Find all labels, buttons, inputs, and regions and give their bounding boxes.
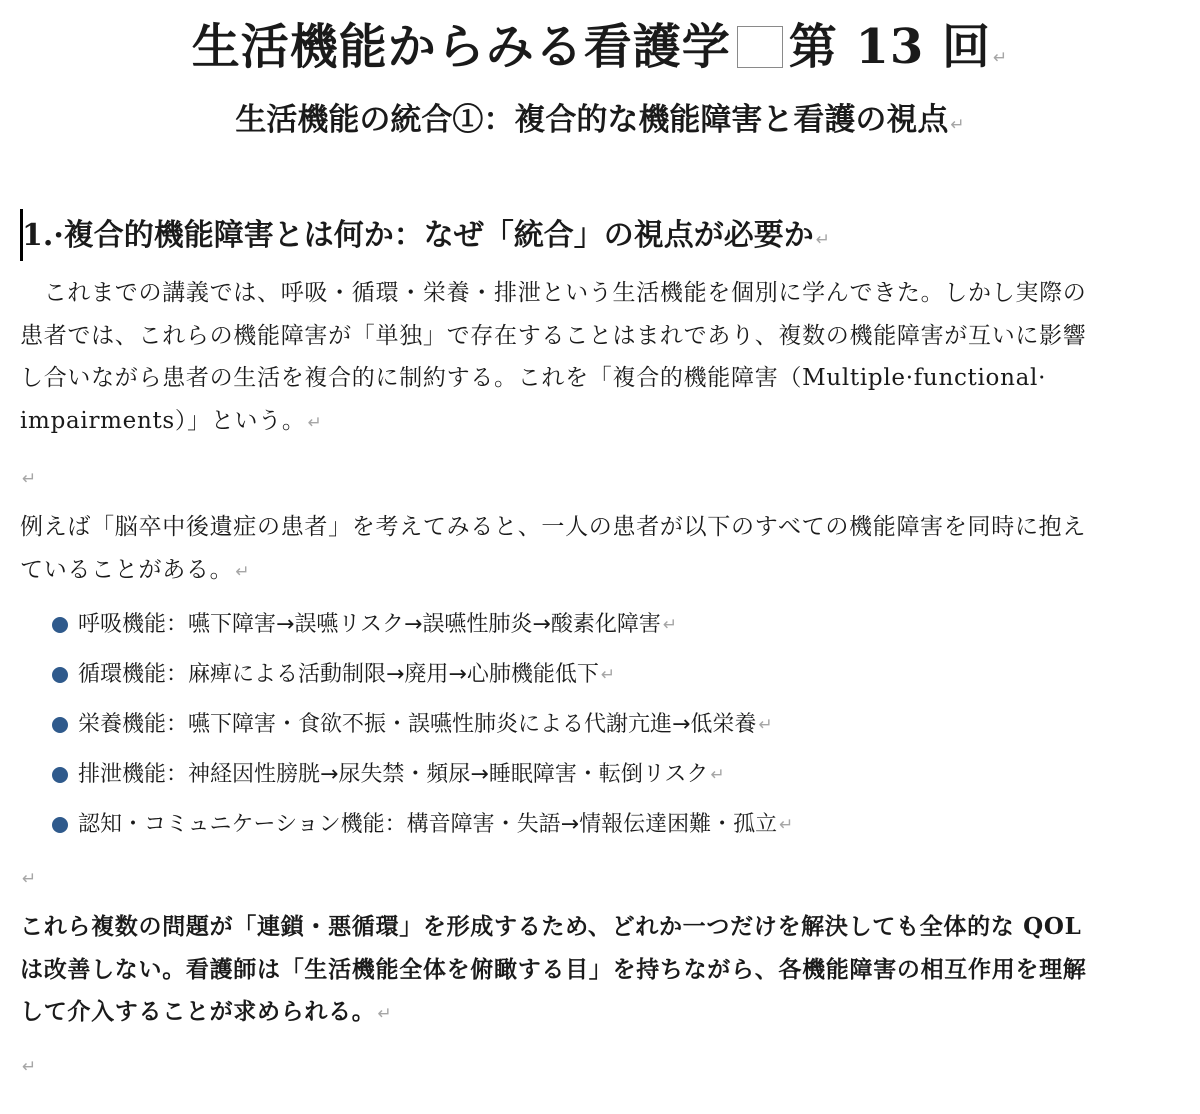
document-subtitle: [0, 94, 1200, 151]
paragraph-line: 患者では、これらの機能障害が「単独」で存在することはまれであり、複数の機能障害が互いに影響: [20, 322, 1087, 349]
list-item[interactable]: [52, 806, 793, 856]
list-item[interactable]: [52, 756, 793, 806]
paragraph-example[interactable]: [20, 506, 1170, 591]
paragraph-mark-icon: ↵: [307, 412, 323, 433]
paragraph-mark-icon: ↵: [950, 115, 965, 135]
subtitle-text: 生活機能の統合①：複合的な機能障害と看護の視点: [235, 102, 949, 138]
paragraph-mark-icon: ↵: [758, 715, 773, 735]
paragraph-mark-icon: ↵: [710, 765, 725, 785]
paragraph-mark-icon: ↵: [600, 665, 616, 685]
paragraph-conclusion[interactable]: [20, 906, 1170, 1034]
paragraph-mark-icon: ↵: [662, 615, 678, 635]
paragraph-line: は改善しない。看護師は「生活機能全体を俯瞰する目」を持ちながら、各機能障害の相互作用を理解: [20, 955, 1087, 983]
document-title: [0, 14, 1200, 91]
bullet-dot-icon: [52, 817, 68, 833]
paragraph-mark-icon: ↵: [22, 1057, 37, 1077]
paragraph-line: し合いながら患者の生活を複合的に制約する。これを「複合的機能障害（Multiple·functional·: [20, 365, 1047, 391]
paragraph-line: 例えば「脳卒中後遺症の患者」を考えてみると、一人の患者が以下のすべての機能障害を同時に抱え: [20, 514, 1087, 540]
list-item-text: 栄養機能：嚥下障害・食欲不振・誤嚥性肺炎による代謝亢進→低栄養: [78, 712, 757, 737]
list-item[interactable]: [52, 706, 793, 756]
empty-paragraph[interactable]: [20, 862, 36, 894]
section-heading[interactable]: [22, 210, 830, 266]
paragraph-mark-icon: ↵: [993, 48, 1009, 68]
paragraph-mark-icon: ↵: [377, 1004, 393, 1024]
list-item-text: 呼吸機能：嚥下障害→誤嚥リスク→誤嚥性肺炎→酸素化障害: [78, 612, 661, 637]
paragraph-mark-icon: ↵: [235, 561, 251, 582]
paragraph-mark-icon: ↵: [22, 869, 37, 889]
empty-paragraph[interactable]: [20, 1050, 36, 1082]
title-text-session: 第 13 回: [788, 19, 991, 75]
bullet-dot-icon: [52, 617, 68, 633]
bullet-dot-icon: [52, 667, 68, 683]
paragraph-line: これまでの講義では、呼吸・循環・栄養・排泄という生活機能を個別に学んできた。しかし実際の: [20, 280, 1087, 306]
list-item-text: 認知・コミュニケーション機能：構音障害・失語→情報伝達困難・孤立: [78, 812, 778, 837]
bullet-list: [52, 606, 793, 856]
title-text-main: 生活機能からみる看護学: [191, 19, 731, 75]
list-item-text: 排泄機能：神経因性膀胱→尿失禁・頻尿→睡眠障害・転倒リスク: [78, 762, 709, 787]
bullet-dot-icon: [52, 717, 68, 733]
placeholder-box-glyph: [737, 26, 783, 68]
list-item[interactable]: [52, 606, 793, 656]
paragraph-mark-icon: ↵: [779, 815, 794, 835]
paragraph-line: して介入することが求められる。 ↵: [20, 998, 393, 1025]
paragraph-intro[interactable]: [20, 272, 1170, 442]
list-item-text: 循環機能：麻痺による活動制限→廃用→心肺機能低下: [78, 662, 599, 687]
empty-paragraph[interactable]: [20, 462, 36, 494]
paragraph-mark-icon: ↵: [22, 469, 37, 489]
list-item[interactable]: [52, 656, 793, 706]
paragraph-line: impairments）」という。 ↵: [20, 407, 323, 434]
paragraph-line: これら複数の問題が「連鎖・悪循環」を形成するため、どれか一つだけを解決しても全体的な QOL: [20, 913, 1082, 940]
section-heading-text: 1.·複合的機能障害とは何か：なぜ「統合」の視点が必要か: [22, 218, 814, 253]
paragraph-mark-icon: ↵: [815, 230, 831, 250]
paragraph-line: ていることがある。 ↵: [20, 556, 251, 583]
bullet-dot-icon: [52, 767, 68, 783]
